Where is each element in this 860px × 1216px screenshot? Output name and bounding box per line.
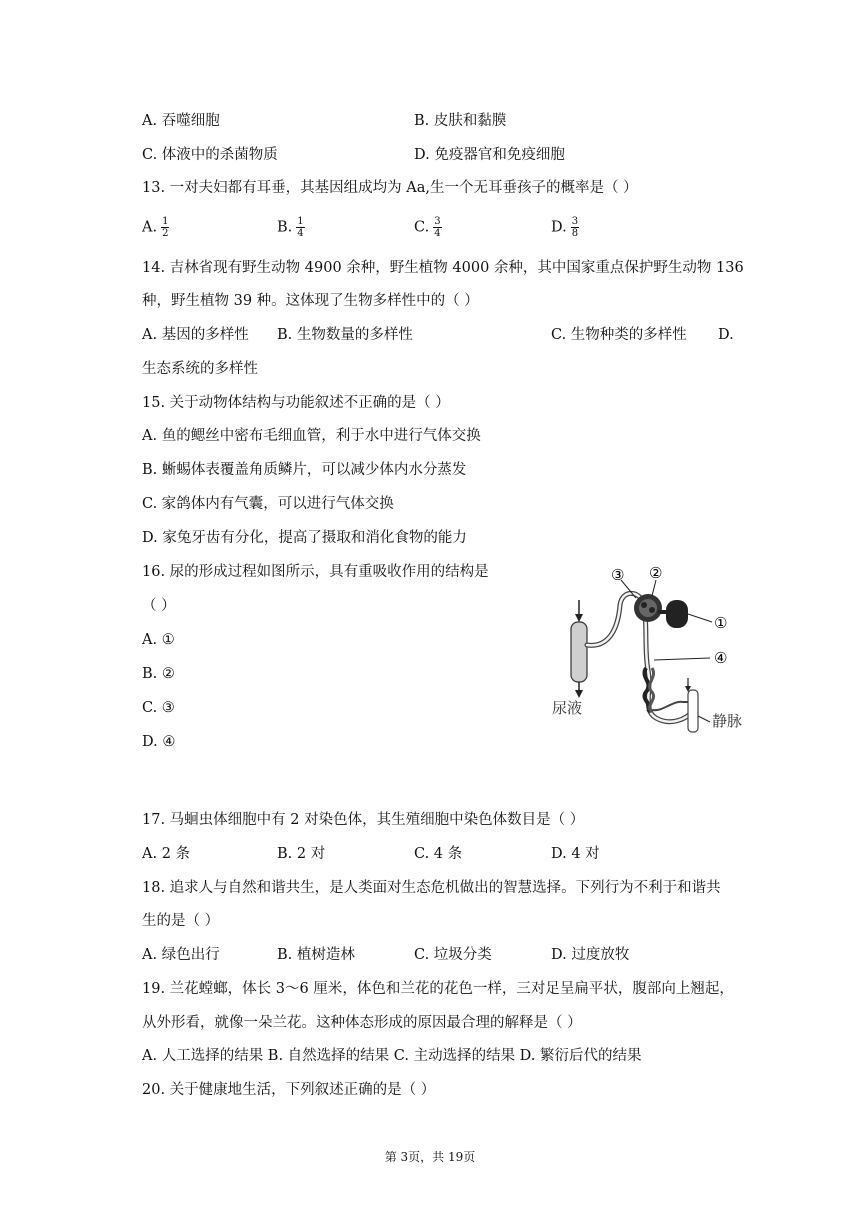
q17-option-b: B. 2 对	[277, 846, 326, 862]
q16-stem-cont: （ ）	[142, 598, 176, 614]
q13-stem: 13. 一对夫妇都有耳垂，其基因组成均为 Aa,生一个无耳垂孩子的概率是（ ）	[142, 180, 638, 196]
renal-artery	[666, 600, 688, 628]
q15-option-d: D. 家兔牙齿有分化，提高了摄取和消化食物的能力	[142, 530, 467, 546]
q16-option-d: D. ④	[142, 734, 176, 750]
q15-option-c: C. 家鸽体内有气囊，可以进行气体交换	[142, 496, 394, 512]
q20-stem: 20. 关于健康地生活，下列叙述正确的是（ ）	[142, 1082, 436, 1098]
q14-option-d: D.	[718, 327, 734, 343]
q17-option-c: C. 4 条	[414, 846, 463, 862]
q16-option-b: B. ②	[142, 666, 175, 682]
q19-options: A. 人工选择的结果 B. 自然选择的结果 C. 主动选择的结果 D. 繁衍后代的结果	[142, 1048, 642, 1064]
q12-option-c: C. 体液中的杀菌物质	[142, 147, 278, 163]
nephron-diagram	[548, 560, 762, 740]
label-1: ①	[714, 614, 728, 632]
q12-option-d: D. 免疫器官和免疫细胞	[414, 147, 565, 163]
page-footer: 第 3页，共 19页	[384, 1150, 476, 1164]
q14-stem-line1: 14. 吉林省现有野生动物 4900 余种，野生植物 4000 余种，其中国家重点保护野生动物 136	[142, 260, 744, 276]
q14-option-b: B. 生物数量的多样性	[277, 327, 413, 343]
q18-stem-line1: 18. 追求人与自然和谐共生，是人类面对生态危机做出的智慧选择。下列行为不利于和谐共	[142, 880, 721, 896]
label-3: ③	[611, 566, 625, 584]
vein-tube	[688, 690, 698, 732]
q14-stem-line2: 种，野生植物 39 种。这体现了生物多样性中的（ ）	[142, 293, 479, 309]
q14-option-a: A. 基因的多样性	[142, 327, 249, 343]
collecting-duct	[571, 600, 587, 698]
q15-option-b: B. 蜥蜴体表覆盖角质鳞片，可以减少体内水分蒸发	[142, 462, 467, 478]
q13-option-a: A. $\frac{1}{2}$	[142, 216, 169, 239]
q17-stem: 17. 马蛔虫体细胞中有 2 对染色体，其生殖细胞中染色体数目是（ ）	[142, 812, 585, 828]
q12-option-a: A. 吞噬细胞	[142, 113, 220, 129]
q18-option-d: D. 过度放牧	[551, 947, 630, 963]
q15-stem: 15. 关于动物体结构与功能叙述不正确的是（ ）	[142, 395, 450, 411]
q12-option-b: B. 皮肤和黏膜	[414, 113, 507, 129]
q16-stem: 16. 尿的形成过程如图所示，具有重吸收作用的结构是	[142, 564, 489, 580]
q16-option-c: C. ③	[142, 700, 175, 716]
q13-option-d: D. $\frac{3}{8}$	[551, 216, 579, 239]
label-vein: 静脉	[712, 712, 743, 730]
glomerulus	[634, 594, 662, 622]
q19-stem-line2: 从外形看，就像一朵兰花。这种体态形成的原因最合理的解释是（ ）	[142, 1015, 582, 1031]
q14-option-c: C. 生物种类的多样性	[551, 327, 687, 343]
q16-option-a: A. ①	[142, 632, 175, 648]
label-urine: 尿液	[552, 699, 583, 717]
q14-option-d-text: 生态系统的多样性	[142, 361, 258, 377]
label-2: ②	[649, 564, 663, 582]
q17-option-d: D. 4 对	[551, 846, 600, 862]
q15-option-a: A. 鱼的鳃丝中密布毛细血管，利于水中进行气体交换	[142, 428, 481, 444]
q13-option-b: B. $\frac{1}{4}$	[277, 216, 304, 239]
label-4: ④	[714, 649, 728, 667]
q13-option-c: C. $\frac{3}{4}$	[414, 216, 441, 239]
q19-stem-line1: 19. 兰花螳螂，体长 3～6 厘米，体色和兰花的花色一样，三对足呈扁平状，腹部向上翘起，	[142, 981, 734, 997]
q18-option-a: A. 绿色出行	[142, 947, 220, 963]
q18-option-b: B. 植树造林	[277, 947, 355, 963]
q18-stem-line2: 生的是（ ）	[142, 913, 220, 929]
q17-option-a: A. 2 条	[142, 846, 191, 862]
q18-option-c: C. 垃圾分类	[414, 947, 492, 963]
